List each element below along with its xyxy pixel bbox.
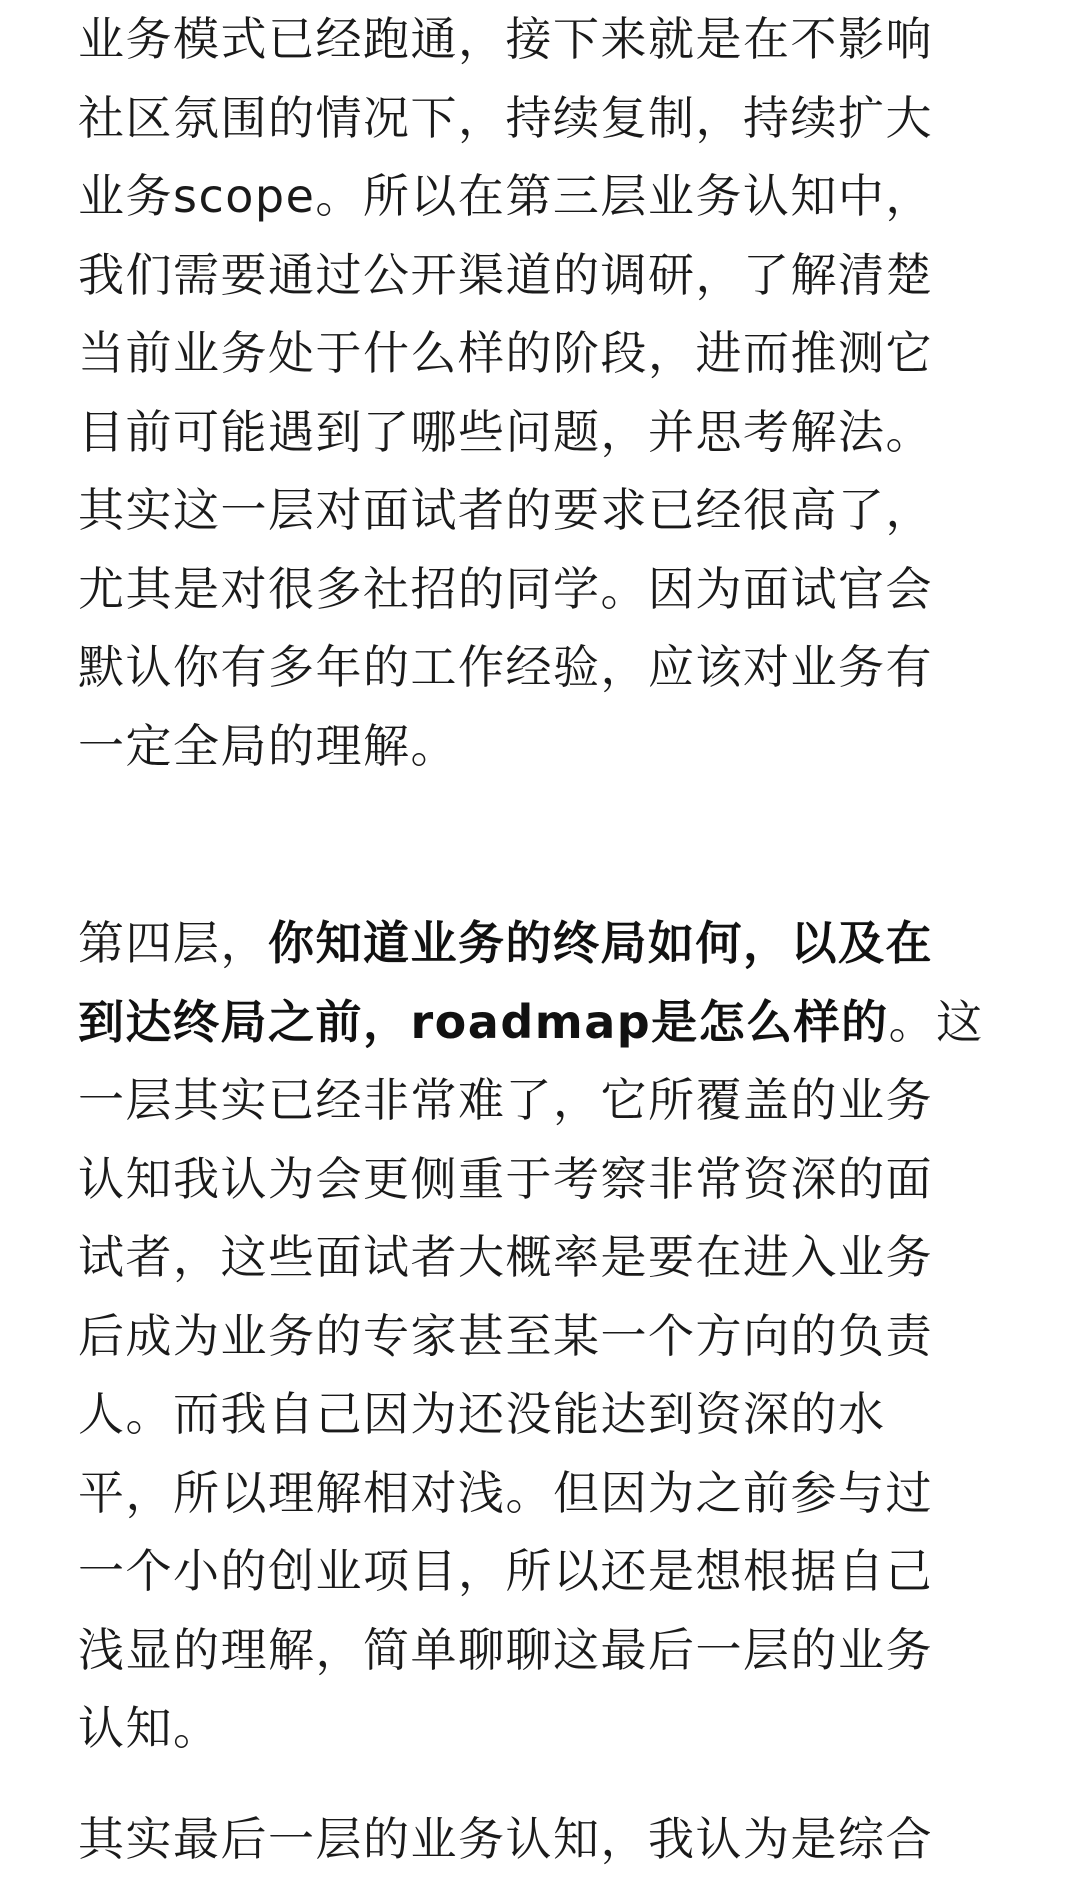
- text-suffix: 。这: [888, 994, 984, 1049]
- text-line: 一个小的创业项目，所以还是想根据自己: [78, 1544, 933, 1598]
- text-line: 业务模式已经跑通，接下来就是在不影响: [78, 12, 933, 66]
- text-line: 试者，这些面试者大概率是要在进入业务: [78, 1230, 933, 1284]
- text-line: 后成为业务的专家甚至某一个方向的负责: [78, 1308, 933, 1363]
- text-line: [78, 983, 984, 1062]
- text-line: 认知。: [78, 1701, 221, 1755]
- text-line: 我们需要通过公开渠道的调研，了解清楚: [78, 247, 933, 302]
- text-line: 默认你有多年的工作经验，应该对业务有: [78, 640, 933, 694]
- text-line: 社区氛围的情况下，持续复制，持续扩大: [78, 90, 933, 145]
- bold-highlight: 你知道业务的终局如何，以及在: [268, 916, 933, 970]
- text-line: 当前业务处于什么样的阶段，进而推测它: [78, 326, 933, 380]
- text-line: 业务scope。所以在第三层业务认知中，: [78, 169, 933, 223]
- text-line: 一层其实已经非常难了，它所覆盖的业务: [78, 1073, 933, 1127]
- text-line: 其实这一层对面试者的要求已经很高了，: [78, 483, 933, 537]
- text-line: 平，所以理解相对浅。但因为之前参与过: [78, 1465, 933, 1520]
- text-line: [78, 904, 984, 983]
- text-line: 浅显的理解，简单聊聊这最后一层的业务: [78, 1622, 933, 1677]
- paragraph-fourth-layer: [78, 904, 984, 1768]
- text-line: 尤其是对很多社招的同学。因为面试官会: [78, 561, 933, 616]
- text-line: 认知我认为会更侧重于考察非常资深的面: [78, 1151, 933, 1206]
- text-line: 一定全局的理解。: [78, 718, 458, 773]
- text-line: 人。而我自己因为还没能达到资深的水: [78, 1387, 886, 1441]
- text-line: 其实最后一层的业务认知，我认为是综合: [78, 1812, 933, 1866]
- paragraph-third-layer: [78, 0, 933, 785]
- text-prefix: 第四层，: [78, 916, 268, 970]
- text-line: 目前可能遇到了哪些问题，并思考解法。: [78, 404, 933, 459]
- bold-highlight: 到达终局之前，roadmap是怎么样的: [78, 994, 889, 1049]
- paragraph-last-layer: [78, 1800, 933, 1879]
